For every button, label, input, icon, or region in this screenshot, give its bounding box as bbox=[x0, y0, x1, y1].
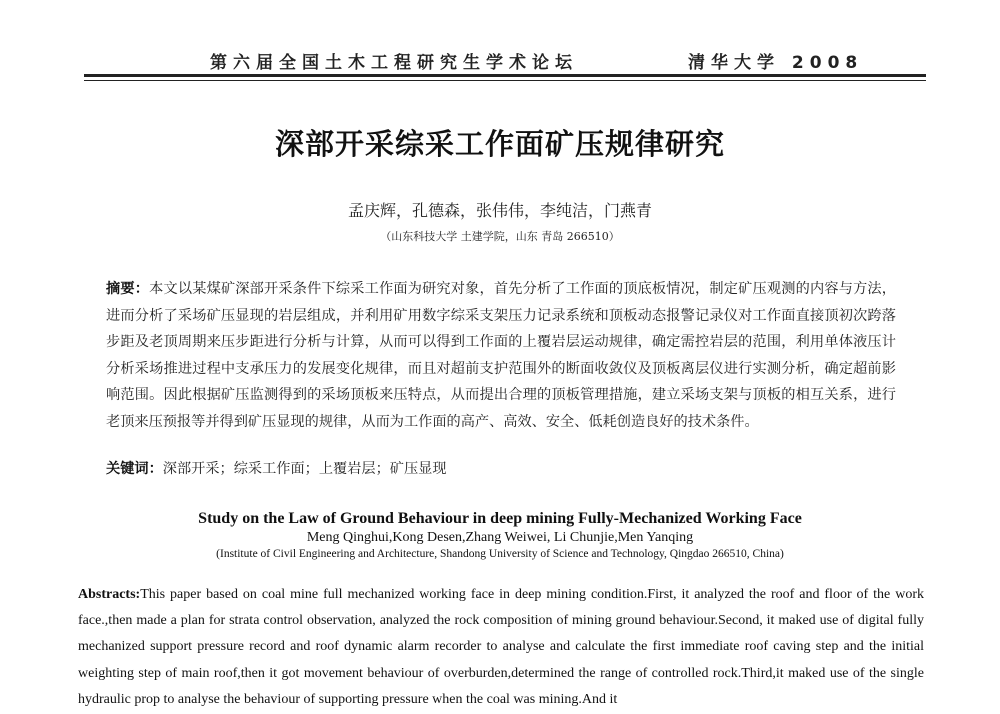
english-title: Study on the Law of Ground Behaviour in deep mining Fully-Mechanized Working Face bbox=[198, 510, 802, 527]
chinese-keywords bbox=[106, 458, 896, 478]
running-header bbox=[84, 46, 926, 77]
chinese-affiliation: （山东科技大学 土建学院，山东 青岛 266510） bbox=[380, 230, 620, 243]
chinese-abstract bbox=[106, 276, 896, 436]
chinese-keywords-label: 关键词： bbox=[106, 461, 163, 477]
english-abstract bbox=[78, 582, 924, 713]
english-affiliation: (Institute of Civil Engineering and Architecture, Shandong University of Science and Technology, Qingdao 266510, China) bbox=[216, 548, 784, 560]
english-authors: Meng Qinghui,Kong Desen,Zhang Weiwei, Li Chunjie,Men Yanqing bbox=[306, 530, 694, 545]
chinese-abstract-label: 摘要： bbox=[106, 281, 150, 297]
english-abstract-label: Abstracts: bbox=[78, 587, 141, 602]
chinese-abstract-text: 本文以某煤矿深部开采条件下综采工作面为研究对象，首先分析了工作面的顶底板情况，制定矿压观测的内容与方法，进而分析了采场矿压显现的岩层组成，并利用矿用数字综采支架压力记录系统和顶板动态报警记录仪对工作面直接顶初次跨落步距及老顶周期来压步距进行分析与计算，从而可以得到工作面的上覆岩层运动规律，确定需控岩层的范围，利用单体液压计分析采场推进过程中支承压力的发展变化规律，而且对超前支护范围外的断面收敛仪及顶板离层仪进行实测分析，确定超前影响范围。因此根据矿压监测得到的采场顶板来压特点，从而提出合理的顶板管理措施，建立采场支架与顶板的相互关系，进行老顶来压预报等并得到矿压显现的规律，从而为工作面的高产、高效、安全、低耗创造良好的技术条件。 bbox=[106, 281, 896, 430]
english-abstract-text: This paper based on coal mine full mechanized working face in deep mining condition.First, it analyzed the roof and floor of the work face.,then made a plan for strata control observation, analyzed the rock composition of mining ground behaviour.Second, it maked use of digital fully mechanized support pressure record and roof dynamic alarm recorder to analyse and calculate the first immediate roof caving step and the initial weighting step of main roof,then it got movement behaviour of overburden,determined the range of controlled rock.Third,it maked use of the single hydraulic prop to analyse the behaviour of supporting pressure when the coal was mining.And it bbox=[78, 587, 924, 707]
header-rule bbox=[84, 80, 926, 81]
institution-year: 清华大学 2008 bbox=[688, 53, 864, 73]
conference-name: 第六届全国土木工程研究生学术论坛 bbox=[210, 53, 578, 73]
chinese-authors: 孟庆辉，孔德森，张伟伟，李纯洁，门燕青 bbox=[347, 201, 652, 220]
chinese-title: 深部开采综采工作面矿压规律研究 bbox=[274, 127, 725, 161]
chinese-keywords-text: 深部开采；综采工作面；上覆岩层；矿压显现 bbox=[162, 461, 447, 477]
